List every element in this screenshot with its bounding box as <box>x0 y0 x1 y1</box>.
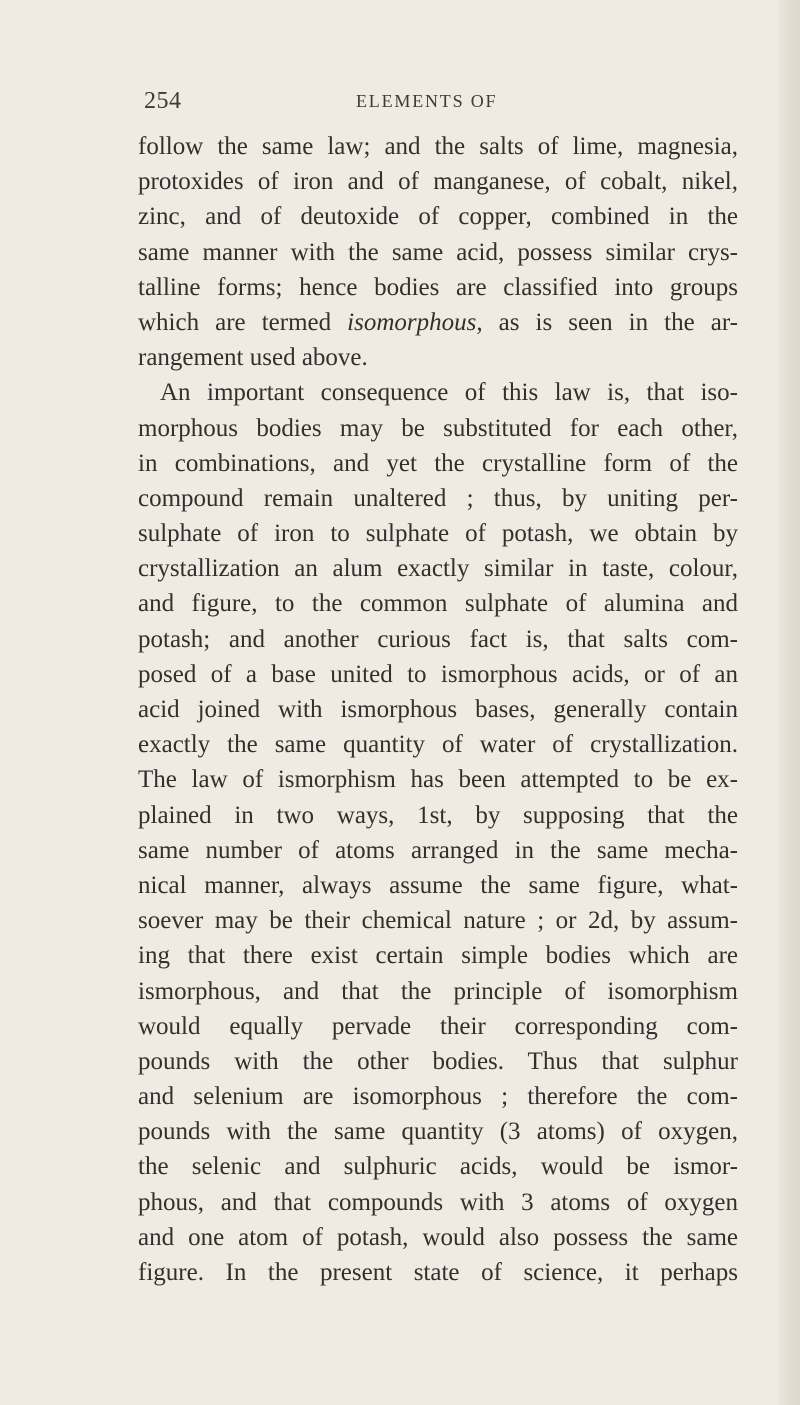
text-line <box>138 305 738 340</box>
text-line: the selenic and sulphuric acids, would be ismor- <box>138 1153 738 1181</box>
page-number: 254 <box>144 88 182 114</box>
text-line: compound remain unaltered ; thus, by uniting per- <box>138 484 738 512</box>
text-line: protoxides of iron and of manganese, of cobalt, nikel, <box>138 168 738 196</box>
text-line: ing that there exist certain simple bodies which are <box>138 942 738 970</box>
text-line: ismorphous, and that the principle of isomorphism <box>138 977 738 1005</box>
text-line: would equally pervade their corresponding com- <box>138 1012 738 1040</box>
text-line: posed of a base united to ismorphous acids, or of an <box>138 660 738 688</box>
running-head: ELEMENTS OF <box>356 91 498 111</box>
italic-term: isomorphous, <box>347 308 483 336</box>
text-line: zinc, and of deutoxide of copper, combined in the <box>138 203 738 231</box>
text-line: plained in two ways, 1st, by supposing that the <box>138 801 738 829</box>
text-line: sulphate of iron to sulphate of potash, we obtain by <box>138 520 738 548</box>
text-line: The law of ismorphism has been attempted to be ex- <box>138 766 738 794</box>
text-line: nical manner, always assume the same figure, what- <box>138 871 738 899</box>
text-line: morphous bodies may be substituted for each other, <box>138 414 738 442</box>
text-line: and one atom of potash, would also possess the same <box>138 1223 738 1251</box>
text-line: phous, and that compounds with 3 atoms of oxygen <box>138 1188 738 1216</box>
paragraph-first-line: An important consequence of this law is, that iso- <box>160 379 738 407</box>
text-line: acid joined with ismorphous bases, generally contain <box>138 696 738 723</box>
text-line: soever may be their chemical nature ; or 2d, by assum- <box>138 907 738 935</box>
text-line: same number of atoms arranged in the same mecha- <box>138 836 738 864</box>
text-line: and selenium are isomorphous ; therefore the com- <box>138 1083 738 1111</box>
text-line: potash; and another curious fact is, that salts com- <box>138 625 738 653</box>
page-edge-shadow <box>778 0 800 1405</box>
body-text <box>138 129 738 1290</box>
text-line: pounds with the other bodies. Thus that sulphur <box>138 1047 738 1075</box>
text-line: follow the same law; and the salts of lime, magnesia, <box>138 133 738 160</box>
page-header <box>144 88 684 124</box>
text-line: in combinations, and yet the crystalline form of the <box>138 449 738 477</box>
text-line: talline forms; hence bodies are classified into groups <box>138 273 738 301</box>
text-line: same manner with the same acid, possess similar crys- <box>138 238 738 266</box>
text-line: figure. In the present state of science, it perhaps <box>138 1259 738 1286</box>
text-line: pounds with the same quantity (3 atoms) of oxygen, <box>138 1118 738 1146</box>
text-line: crystallization an alum exactly similar in taste, colour, <box>138 555 738 583</box>
text-segment: as is seen in the ar- <box>482 308 738 336</box>
text-line: rangement used above. <box>138 344 368 372</box>
text-line: exactly the same quantity of water of crystallization. <box>138 731 738 759</box>
text-segment: which are termed <box>138 308 348 336</box>
text-line: and figure, to the common sulphate of alumina and <box>138 590 738 618</box>
